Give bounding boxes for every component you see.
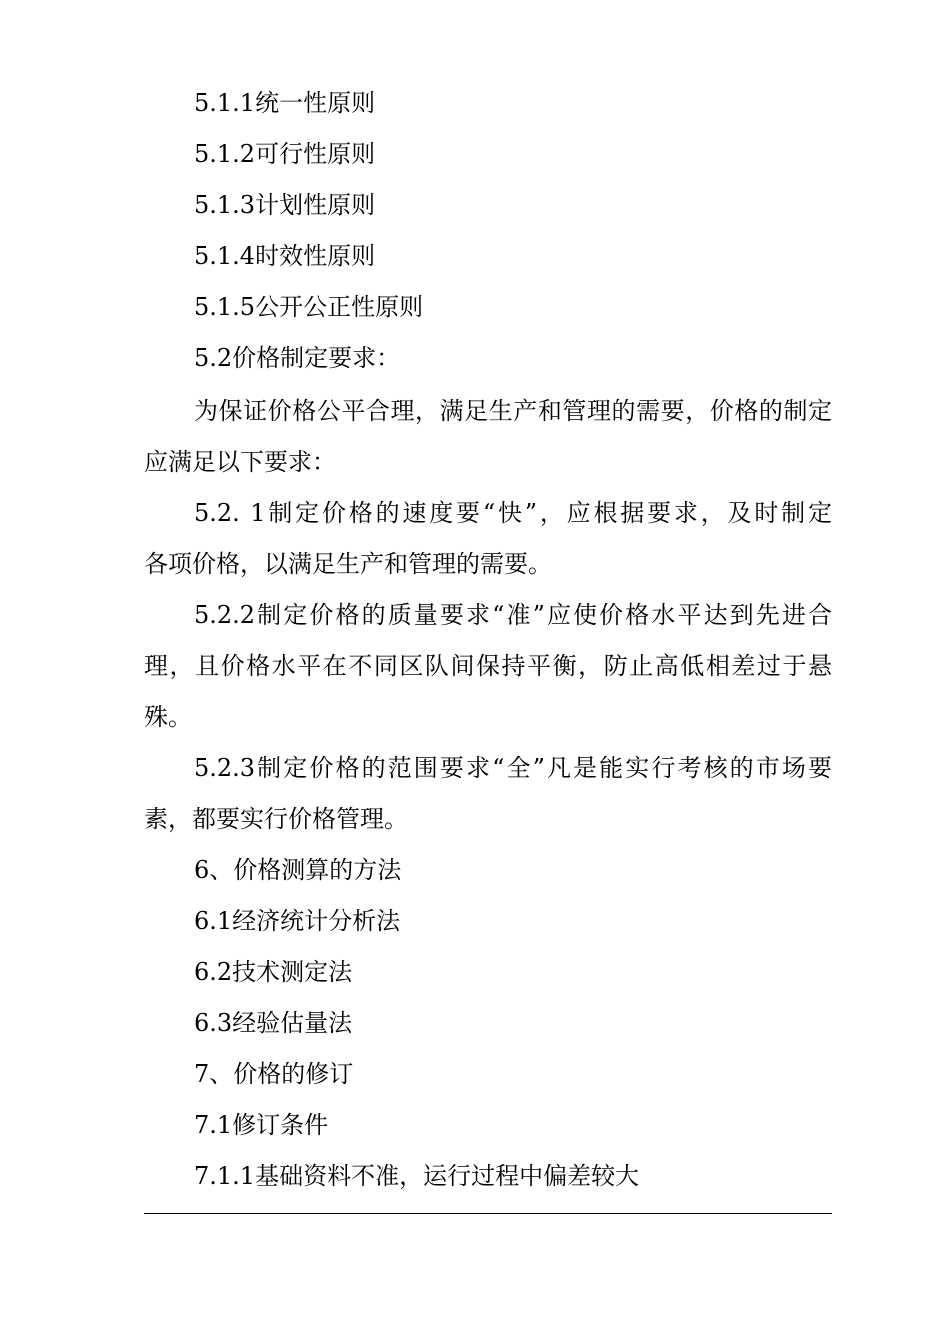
paragraph-line: 理，且价格水平在不同区队间保持平衡，防止高低相差过于悬	[144, 652, 832, 680]
heading-6: 6、价格测算的方法	[194, 856, 402, 884]
heading-7: 7、价格的修订	[194, 1060, 354, 1088]
paragraph-line: 素，都要实行价格管理。	[144, 805, 408, 833]
heading-5-2: 5.2价格制定要求：	[194, 344, 401, 372]
heading-6-1: 6.1经济统计分析法	[194, 907, 401, 935]
heading-5-1-1: 5.1.1统一性原则	[194, 89, 376, 117]
paragraph-line: 各项价格，以满足生产和管理的需要。	[144, 550, 552, 578]
heading-6-3: 6.3经验估量法	[194, 1009, 353, 1037]
heading-5-1-3: 5.1.3计划性原则	[194, 191, 376, 219]
paragraph-line: 为保证价格公平合理，满足生产和管理的需要，价格的制定	[194, 397, 832, 425]
paragraph-line: 5.2.2制定价格的质量要求“准”应使价格水平达到先进合	[194, 601, 832, 629]
paragraph-line: 5.2. 1制定价格的速度要“快”，应根据要求，及时制定	[194, 499, 832, 527]
heading-7-1-1: 7.1.1基础资料不准，运行过程中偏差较大	[194, 1162, 640, 1190]
paragraph-line: 5.2.3制定价格的范围要求“全”凡是能实行考核的市场要	[194, 754, 832, 782]
heading-5-1-2: 5.1.2可行性原则	[194, 140, 376, 168]
heading-6-2: 6.2技术测定法	[194, 958, 353, 986]
footer-divider	[144, 1213, 832, 1214]
paragraph-line: 应满足以下要求：	[144, 448, 336, 476]
heading-7-1: 7.1修订条件	[194, 1111, 329, 1139]
heading-5-1-4: 5.1.4时效性原则	[194, 242, 376, 270]
paragraph-line: 殊。	[144, 703, 192, 731]
heading-5-1-5: 5.1.5公开公正性原则	[194, 293, 424, 321]
